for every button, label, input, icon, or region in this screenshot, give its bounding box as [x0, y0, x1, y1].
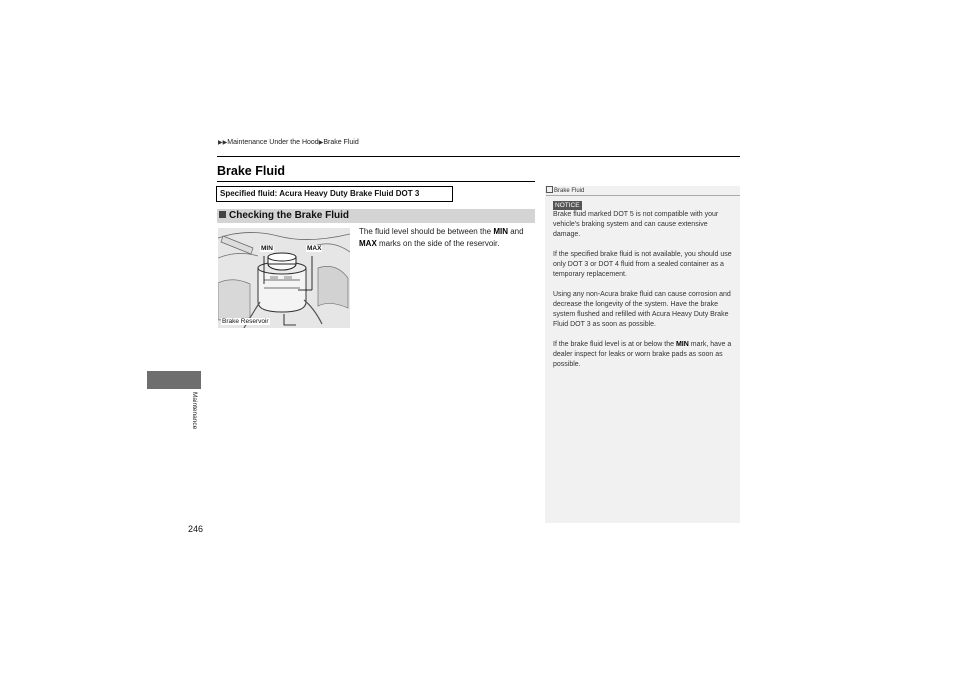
section-heading: Checking the Brake Fluid [229, 210, 350, 221]
title-rule [217, 181, 535, 182]
section-heading-bar [217, 209, 535, 223]
breadcrumb-link-section[interactable]: Maintenance Under the Hood [227, 139, 319, 146]
section-square-icon [219, 211, 226, 218]
sidebar-paragraph-4 [553, 340, 735, 370]
body-min-term: MIN [493, 227, 508, 236]
reservoir-illustration [218, 228, 350, 328]
breadcrumb [218, 139, 359, 146]
body-text-segment: marks on the side of the reservoir. [376, 239, 500, 248]
specified-fluid-box: Specified fluid: Acura Heavy Duty Brake Fluid DOT 3 [216, 186, 453, 202]
sidebar-header [546, 186, 584, 194]
brake-reservoir-figure [218, 228, 350, 328]
sidebar-rule [546, 195, 740, 196]
notice-badge: NOTICE [555, 202, 580, 209]
sidebar-paragraph-3: Using any non-Acura brake fluid can cause corrosion and decrease the longevity of the system. Have the brake system flushed and refilled with Acura Heavy Duty Brake Fluid DOT 3 as soon as possible. [553, 291, 731, 328]
note-icon [546, 186, 553, 193]
breadcrumb-separator-icon: ▶ [318, 140, 324, 146]
body-text-segment: and [507, 227, 524, 236]
sidebar-paragraph-2: If the specified brake fluid is not available, you should use only DOT 3 or DOT 4 fluid from a sealed container as a temporary replacement. [553, 251, 732, 278]
body-max-term: MAX [359, 239, 377, 248]
sidebar-header-text: Brake Fluid [554, 188, 585, 194]
page-title: Brake Fluid [217, 164, 286, 178]
body-paragraph [359, 226, 537, 250]
page-number: 246 [188, 524, 204, 534]
chapter-tab[interactable] [147, 371, 201, 389]
sidebar-min-term: MIN [675, 341, 689, 348]
figure-label-reservoir: Brake Reservoir [222, 318, 269, 325]
header-rule [217, 156, 740, 157]
chapter-label: Maintenance [191, 392, 198, 430]
figure-label-min: MIN [261, 245, 273, 252]
sidebar-text-segment: If the brake fluid level is at or below the [553, 341, 676, 348]
breadcrumb-arrow-icon: ▶▶ [218, 140, 228, 146]
figure-label-max: MAX [307, 245, 322, 252]
breadcrumb-current: Brake Fluid [323, 139, 359, 146]
sidebar-text-segment: mark, have a dealer inspect for leaks or worn brake pads as soon as possible. [553, 341, 732, 368]
body-text-segment: The fluid level should be between the [359, 227, 494, 236]
sidebar-paragraph-1: Brake fluid marked DOT 5 is not compatible with your vehicle's braking system and can cause extensive damage. [553, 211, 719, 238]
